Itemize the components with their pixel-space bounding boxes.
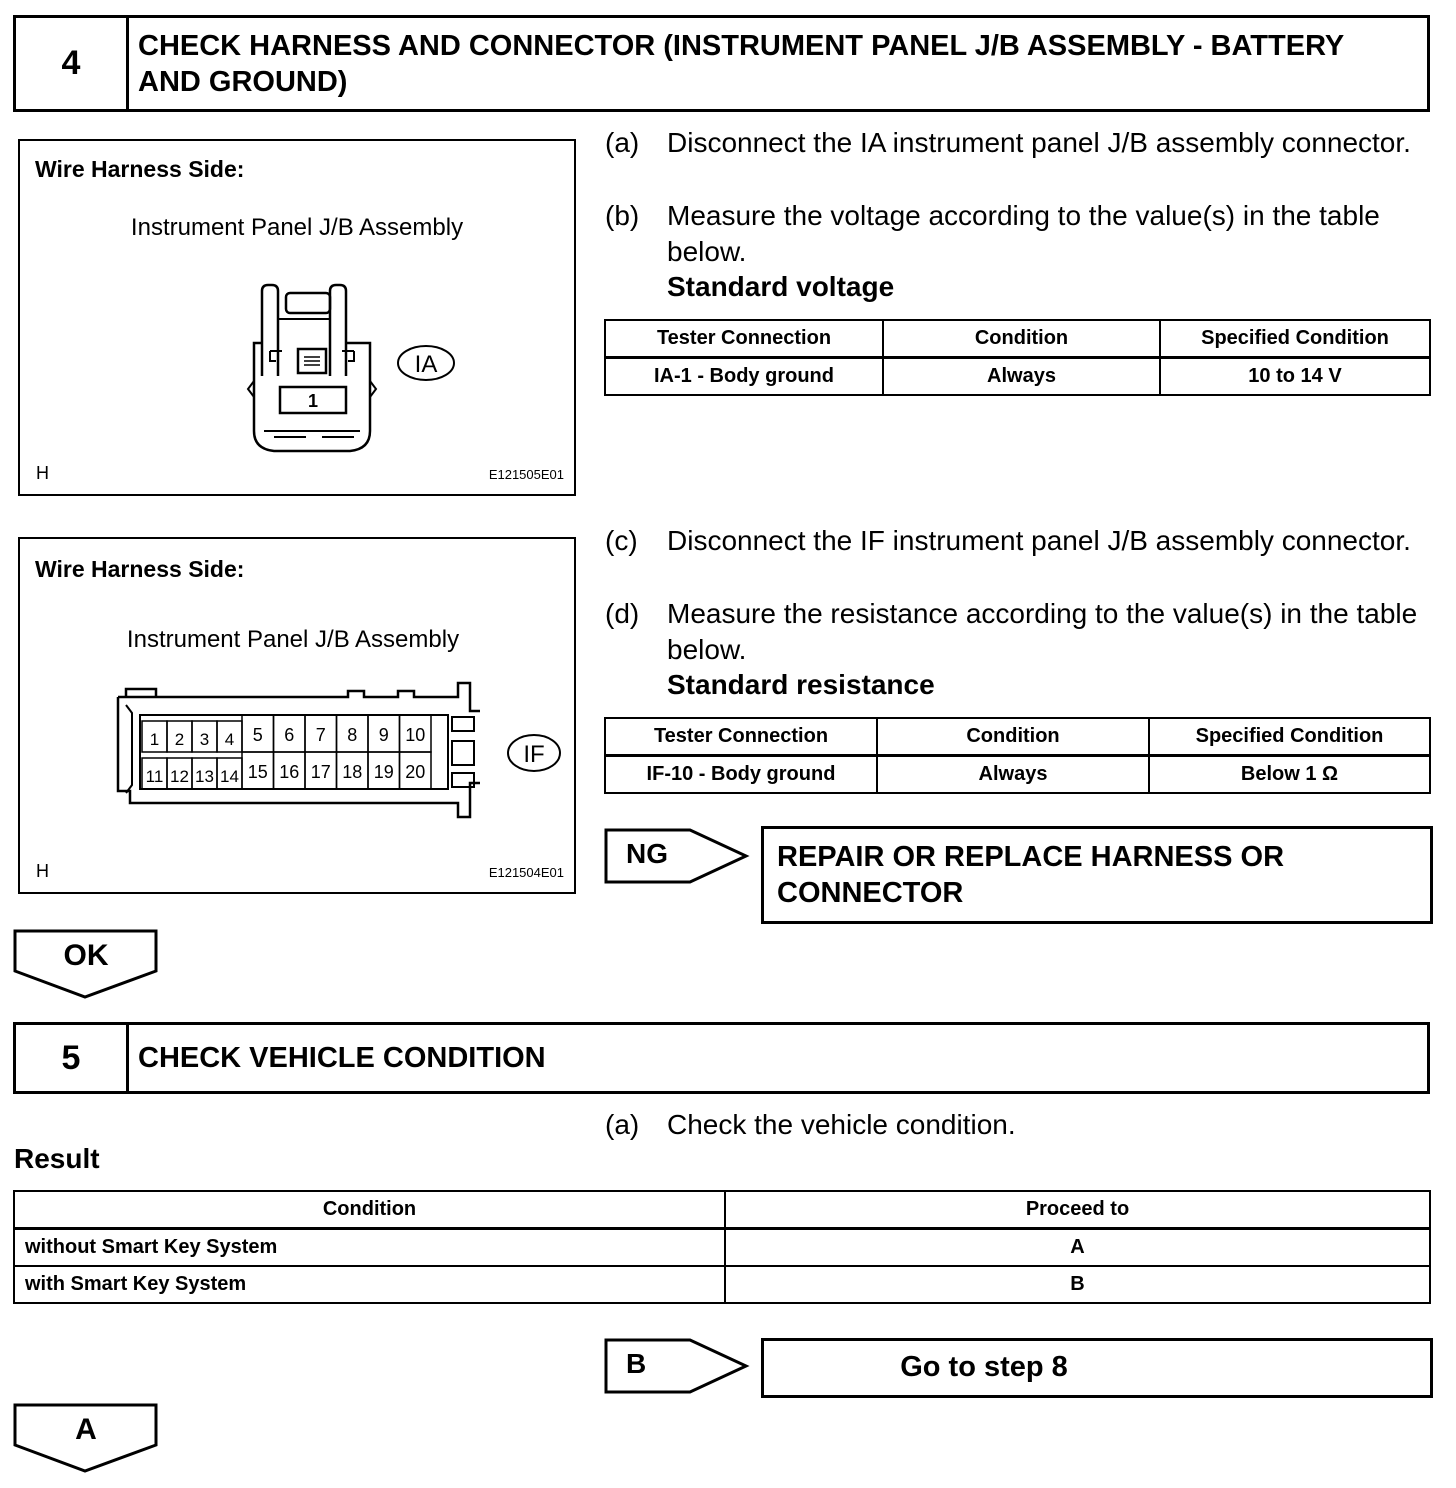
if-connector-diagram	[108, 679, 578, 824]
ng-action-text: REPAIR OR REPLACE HARNESS OR CONNECTOR	[777, 841, 1285, 909]
pin-label-19: 19	[373, 762, 394, 782]
pin-label-3: 3	[199, 730, 210, 749]
pin-label-9: 9	[378, 725, 389, 745]
table-row	[14, 1266, 1430, 1303]
table-header: Specified Condition	[1160, 320, 1430, 358]
pin-label-8: 8	[347, 725, 358, 745]
table-cell: A	[725, 1229, 1430, 1267]
instruction-text: Measure the resistance according to the value(s) in the table below.	[667, 598, 1418, 665]
figure-ia-connector	[18, 139, 576, 496]
pin-label-14: 14	[220, 767, 239, 786]
step-5-header	[13, 1022, 1430, 1094]
table-row	[14, 1229, 1430, 1267]
instruction-label: (d)	[605, 598, 640, 629]
a-branch-arrow	[13, 1403, 159, 1475]
result-heading: Result	[14, 1143, 100, 1174]
a-label: A	[75, 1413, 97, 1446]
pin-label-7: 7	[315, 725, 326, 745]
table-cell: without Smart Key System	[14, 1229, 725, 1267]
pin-label-16: 16	[279, 762, 300, 782]
connector-label-ia: IA	[414, 351, 438, 378]
pin-label-1: 1	[149, 730, 160, 749]
pin-label-15: 15	[247, 762, 268, 782]
pin-label-5: 5	[252, 725, 263, 745]
table-header: Condition	[877, 718, 1149, 756]
resistance-table	[604, 717, 1431, 794]
ng-branch-arrow	[604, 828, 754, 884]
standard-resistance-heading: Standard resistance	[667, 669, 935, 700]
instruction-label: (a)	[605, 1109, 640, 1140]
pin-label-13: 13	[195, 767, 214, 786]
pin-label-18: 18	[342, 762, 363, 782]
table-header: Proceed to	[725, 1191, 1430, 1229]
pin-label-4: 4	[224, 730, 235, 749]
connector-label-if: IF	[523, 741, 545, 768]
step-number: 4	[16, 18, 129, 109]
figure-subtitle: Instrument Panel J/B Assembly	[130, 214, 464, 241]
figure-subtitle: Instrument Panel J/B Assembly	[126, 626, 460, 653]
corner-letter: H	[36, 861, 49, 881]
b-label: B	[626, 1348, 647, 1379]
ng-label: NG	[626, 838, 668, 869]
ia-connector-diagram	[230, 281, 470, 461]
ng-action-box	[761, 826, 1433, 924]
pin-label-6: 6	[284, 725, 295, 745]
table-header: Condition	[14, 1191, 725, 1229]
table-header: Tester Connection	[605, 718, 877, 756]
figure-if-connector	[18, 537, 576, 894]
figure-heading: Wire Harness Side:	[35, 156, 245, 182]
table-cell: 10 to 14 V	[1160, 358, 1430, 396]
instruction-text: Disconnect the IF instrument panel J/B assembly connector.	[667, 525, 1411, 556]
pin-label-11: 11	[145, 767, 164, 786]
figure-heading: Wire Harness Side:	[35, 556, 245, 582]
ok-label: OK	[63, 939, 109, 972]
voltage-table	[604, 319, 1431, 396]
pin-1: 1	[307, 391, 319, 411]
table-cell: IF-10 - Body ground	[605, 756, 877, 794]
table-cell: with Smart Key System	[14, 1266, 725, 1303]
table-row	[605, 756, 1430, 794]
table-row	[605, 358, 1430, 396]
b-action-box	[761, 1338, 1433, 1398]
pin-label-2: 2	[174, 730, 185, 749]
step-title: CHECK HARNESS AND CONNECTOR (INSTRUMENT PANEL J/B ASSEMBLY - BATTERY AND GROUND)	[138, 30, 1344, 98]
figure-id: E121505E01	[488, 467, 564, 482]
table-cell: IA-1 - Body ground	[605, 358, 883, 396]
corner-letter: H	[36, 463, 49, 483]
table-cell: Always	[883, 358, 1160, 396]
table-cell: B	[725, 1266, 1430, 1303]
table-header: Tester Connection	[605, 320, 883, 358]
standard-voltage-heading: Standard voltage	[667, 271, 895, 302]
table-cell: Always	[877, 756, 1149, 794]
table-header: Condition	[883, 320, 1160, 358]
instruction-label: (a)	[605, 127, 640, 158]
instruction-label: (c)	[605, 525, 638, 556]
table-header: Specified Condition	[1149, 718, 1430, 756]
pin-label-10: 10	[405, 725, 426, 745]
table-cell: Below 1 Ω	[1149, 756, 1430, 794]
b-action-text: Go to step 8	[900, 1351, 1068, 1383]
b-branch-arrow	[604, 1338, 754, 1394]
pin-label-17: 17	[310, 762, 331, 782]
instruction-text: Measure the voltage according to the value(s) in the table below.	[667, 200, 1380, 267]
step-title: CHECK VEHICLE CONDITION	[138, 1042, 546, 1074]
pin-label-20: 20	[405, 762, 426, 782]
instruction-text: Disconnect the IA instrument panel J/B assembly connector.	[667, 127, 1411, 158]
step-number: 5	[16, 1025, 129, 1091]
step-4-header	[13, 15, 1430, 112]
result-table	[13, 1190, 1431, 1304]
pin-label-12: 12	[170, 767, 189, 786]
instruction-text: Check the vehicle condition.	[667, 1109, 1016, 1140]
figure-id: E121504E01	[488, 865, 564, 880]
instruction-label: (b)	[605, 200, 640, 231]
ok-branch-arrow	[13, 929, 159, 1001]
